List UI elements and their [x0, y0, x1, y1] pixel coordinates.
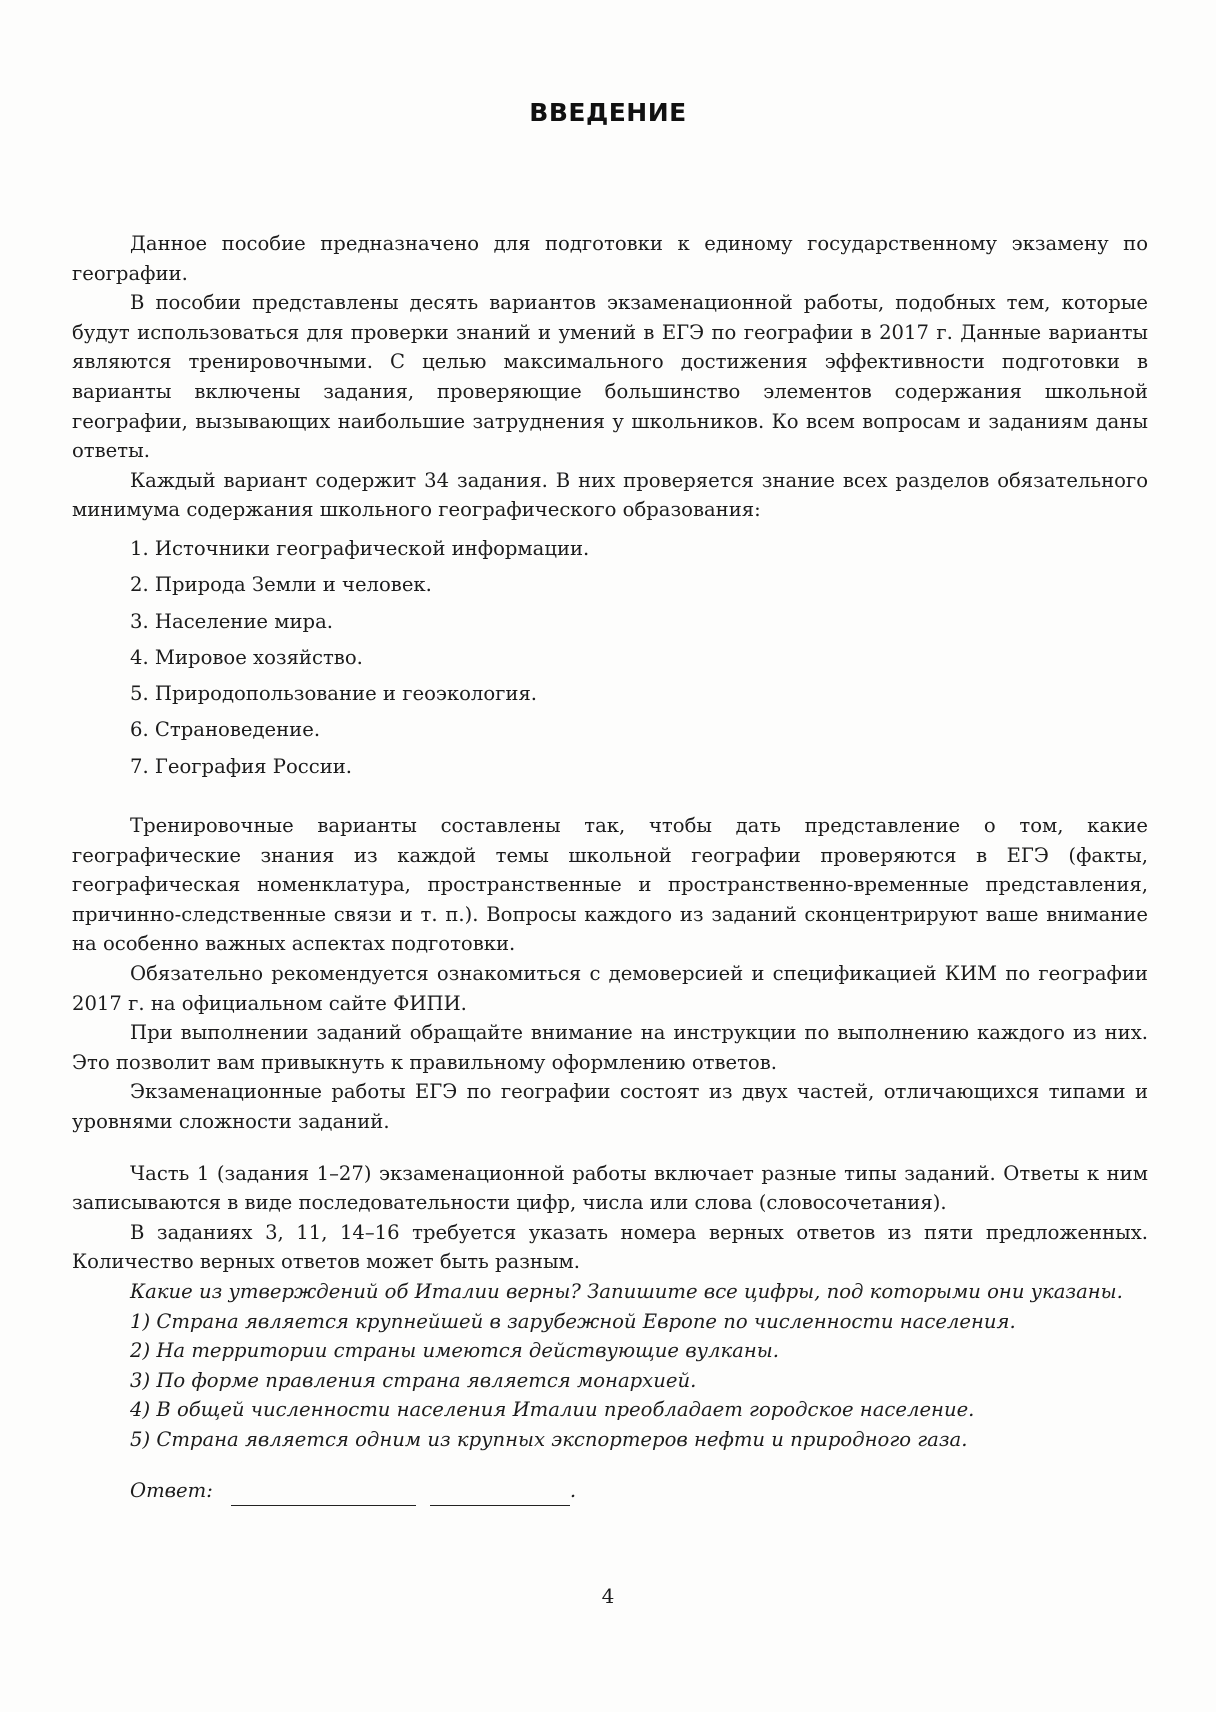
- answer-label: Ответ:: [130, 1479, 213, 1503]
- list-item: 7. География России.: [130, 754, 353, 778]
- answer-line: [72, 1476, 1148, 1506]
- paragraph: Часть 1 (задания 1–27) экзаменационной работы включает разные типы заданий. Ответы к ним записываются в виде последовательности цифр, числа или слова (словосочетания).: [72, 1161, 1148, 1215]
- answer-dot: .: [569, 1479, 577, 1503]
- example-option: 5) Страна является одним из крупных экспортеров нефти и природного газа.: [130, 1427, 968, 1451]
- list-item: 1. Источники географической информации.: [130, 536, 590, 560]
- example-option: 2) На территории страны имеются действующие вулканы.: [130, 1339, 779, 1363]
- answer-blank: [430, 1485, 570, 1506]
- paragraph: Обязательно рекомендуется ознакомиться с демоверсией и спецификацией КИМ по географии 2017 г. на официальном сайте ФИПИ.: [72, 961, 1148, 1015]
- paragraph: В заданиях 3, 11, 14–16 требуется указать номера верных ответов из пяти предложенных. Количество верных ответов может быть разным.: [72, 1220, 1148, 1274]
- example-question: Какие из утверждений об Италии верны? Запишите все цифры, под которыми они указаны.: [130, 1279, 1123, 1303]
- paragraph: Тренировочные варианты составлены так, чтобы дать представление о том, какие географические знания из каждой темы школьной географии проверяются в ЕГЭ (факты, географическая номенклатура, пространственные и пространственно-временные представления, причинно-следственные связи и т. п.). Вопросы каждого из заданий сконцентрируют ваше внимание на особенно важных аспектах подготовки.: [72, 814, 1148, 956]
- spacer: [72, 785, 1148, 811]
- list-item: 5. Природопользование и геоэкология.: [130, 682, 538, 706]
- page-number: 4: [601, 1584, 615, 1608]
- topics-list: [72, 531, 1148, 785]
- answer-blank: [231, 1485, 416, 1506]
- example-option: 3) По форме правления страна является монархией.: [130, 1368, 697, 1392]
- list-item: 4. Мировое хозяйство.: [130, 645, 363, 669]
- paragraph: Экзаменационные работы ЕГЭ по географии состоят из двух частей, отличающихся типами и уровнями сложности заданий.: [72, 1080, 1148, 1133]
- document-body: [72, 229, 1148, 1506]
- example-option: 4) В общей численности населения Италии преобладает городское население.: [130, 1398, 975, 1422]
- list-item: 3. Население мира.: [130, 609, 333, 633]
- list-item: 2. Природа Земли и человек.: [130, 573, 432, 597]
- example-option: 1) Страна является крупнейшей в зарубежной Европе по численности населения.: [130, 1309, 1016, 1333]
- paragraph: В пособии представлены десять вариантов экзаменационной работы, подобных тем, которые будут использоваться для проверки знаний и умений в ЕГЭ по географии в 2017 г. Данные варианты являются тренировочными. С целью максимального достижения эффективности подготовки в варианты включены задания, проверяющие большинство элементов содержания школьной географии, вызывающих наибольшие затруднения у школьников. Ко всем вопросам и заданиям даны ответы.: [72, 291, 1148, 463]
- paragraph: При выполнении заданий обращайте внимание на инструкции по выполнению каждого из них. Это позволит вам привыкнуть к правильному оформлению ответов.: [72, 1021, 1148, 1074]
- paragraph: Каждый вариант содержит 34 задания. В них проверяется знание всех разделов обязательного минимума содержания школьного географического образования:: [72, 468, 1148, 522]
- paragraph: Данное пособие предназначено для подготовки к единому государственному экзамену по географии.: [72, 232, 1148, 285]
- list-item: 6. Страноведение.: [130, 718, 321, 742]
- page-title: ВВЕДЕНИЕ: [529, 98, 687, 127]
- spacer: [72, 1137, 1148, 1159]
- example-options: [72, 1307, 1148, 1455]
